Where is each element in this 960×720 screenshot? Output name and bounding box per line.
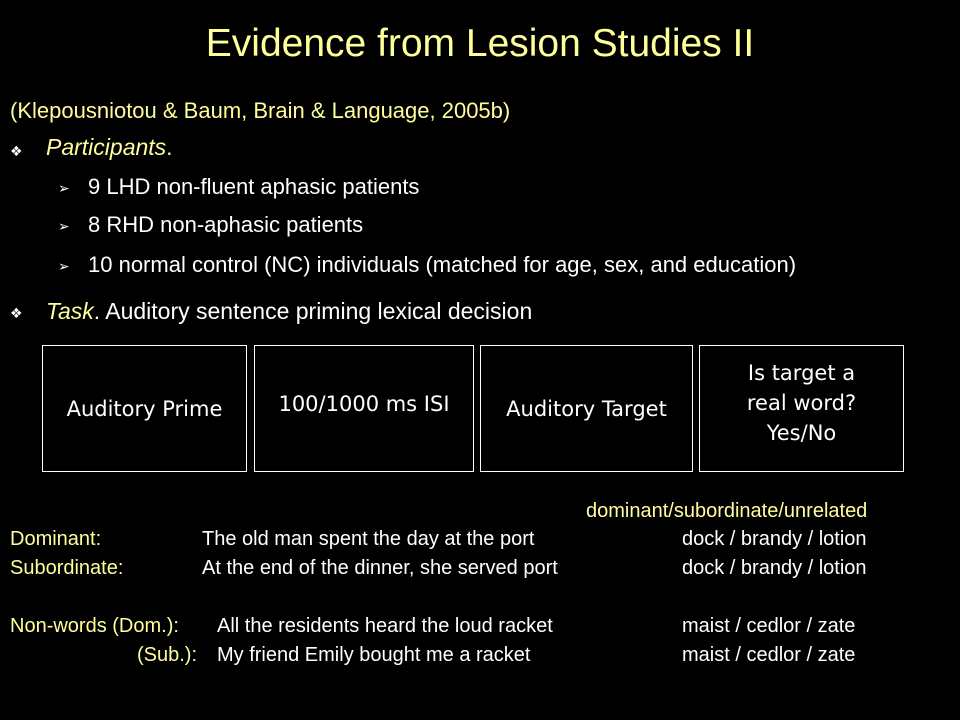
arrow-bullet-icon: ➢: [58, 258, 70, 274]
participants-heading: Participants.: [46, 134, 173, 160]
example-label: Dominant:: [10, 528, 102, 550]
arrow-bullet-icon: ➢: [58, 218, 70, 234]
citation: (Klepousniotou & Baum, Brain & Language, 2005b): [10, 98, 511, 123]
example-targets: dock / brandy / lotion: [682, 557, 867, 579]
diamond-bullet-icon: ❖: [10, 143, 23, 159]
task-label: Task: [46, 298, 94, 324]
example-targets: maist / cedlor / zate: [682, 644, 856, 666]
procedure-box-isi: 100/1000 ms ISI: [254, 345, 474, 472]
example-targets: maist / cedlor / zate: [682, 615, 856, 637]
arrow-bullet-icon: ➢: [58, 180, 70, 196]
task-line: [46, 298, 532, 325]
example-label: Subordinate:: [10, 557, 124, 579]
example-sentence: At the end of the dinner, she served port: [202, 557, 558, 579]
example-sentence: All the residents heard the loud racket: [217, 615, 553, 637]
diamond-bullet-icon: ❖: [10, 305, 23, 321]
task-text: . Auditory sentence priming lexical decision: [93, 298, 533, 324]
target-column-header: dominant/subordinate/unrelated: [586, 500, 868, 522]
example-sentence: The old man spent the day at the port: [202, 528, 535, 550]
example-sentence: My friend Emily bought me a racket: [217, 644, 531, 666]
procedure-box-prime: Auditory Prime: [42, 345, 247, 472]
participant-item: 8 RHD non-aphasic patients: [88, 212, 364, 237]
example-targets: dock / brandy / lotion: [682, 528, 867, 550]
example-label: Non-words (Dom.):: [10, 615, 179, 637]
participant-item: 10 normal control (NC) individuals (matched for age, sex, and education): [88, 252, 797, 277]
procedure-box-decision: Is target a real word? Yes/No: [699, 345, 904, 472]
slide-title: Evidence from Lesion Studies II: [205, 22, 755, 65]
procedure-box-target: Auditory Target: [480, 345, 693, 472]
participants-label: Participants: [46, 134, 167, 160]
example-label: (Sub.):: [137, 644, 198, 666]
participant-item: 9 LHD non-fluent aphasic patients: [88, 174, 420, 199]
